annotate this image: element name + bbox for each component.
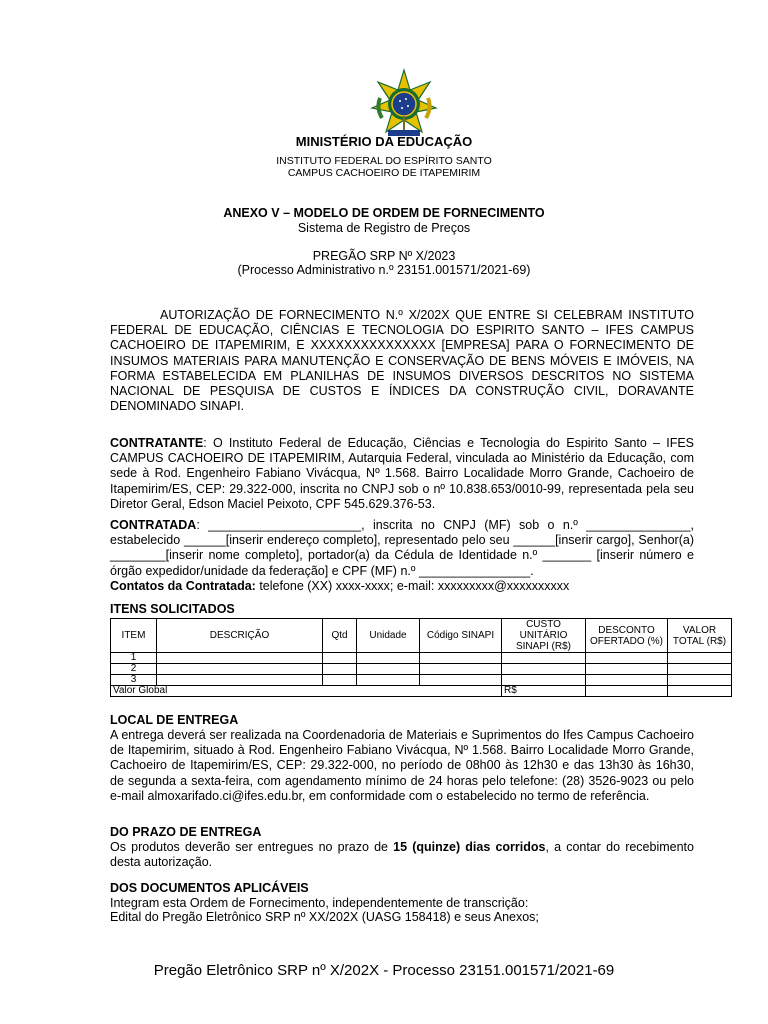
prazo-text-before: Os produtos deverão ser entregues no prazo de: [110, 840, 394, 854]
contacts-text: telefone (XX) xxxx-xxxx; e-mail: xxxxxxxxx@xxxxxxxxxx: [255, 578, 570, 593]
authorization-paragraph: AUTORIZAÇÃO DE FORNECIMENTO N.º X/202X QUE ENTRE SI CELEBRAM INSTITUTO FEDERAL DE EDUCAÇÃO, CIÊNCIAS E TECNOLOGIA DO ESPIRITO SANTO – IFES CAMPUS CACHOEIRO DE ITAPEMIRIM, E XXXXXXXXXXXXXXX [EMPRESA] PARA O FORNECIMENTO DE INSUMOS MATERIAIS PARA MANUTENÇÃO E CONSERVAÇÃO DE BENS MÓVEIS E IMÓVEIS, NA FORMA ESTABELECIDA EM PLANILHAS DE INSUMOS DIVERSOS DESCRITOS NO SISTEMA NACIONAL DE PESQUISA DE CUSTOS E ÍNDICES DA CONSTRUÇÃO CIVIL, DORAVANTE DENOMINADO SINAPI.: [110, 308, 694, 414]
prazo-paragraph: [110, 840, 694, 870]
docs-line-2: Edital do Pregão Eletrônico SRP nº XX/202X (UASG 158418) e seus Anexos;: [110, 910, 539, 924]
contratante-text: : O Instituto Federal de Educação, Ciências e Tecnologia do Espirito Santo – IFES CAMPUS CACHOEIRO DE ITAPEMIRIM, Autarquia Federal, vinculada ao Ministério da Educação, com sede à Rod. Engenheiro Fabiano Vivácqua, Nº 1.568. Bairro Localidade Morro Grande, Cachoeiro de Itapemirim/ES, CEP: 29.322-000, inscrita no CNPJ sob o nº 10.838.653/0010-99, representada pela seu Diretor Geral, Edson Maciel Peixoto, CPF 545.629.376-53.: [110, 436, 694, 511]
contratada-paragraph: [110, 518, 694, 594]
row-item-number: 2: [111, 664, 157, 675]
prazo-text-after: , a contar do recebimento desta autorização.: [110, 840, 694, 870]
local-section-title: LOCAL DE ENTREGA: [110, 713, 239, 727]
header-description: DESCRIÇÃO: [157, 619, 323, 653]
system-subtitle: Sistema de Registro de Preços: [297, 221, 471, 235]
header-total: VALOR TOTAL (R$): [668, 619, 732, 653]
contacts-label: Contatos da Contratada:: [110, 578, 256, 593]
table-row: [111, 653, 732, 664]
table-row: [111, 664, 732, 675]
header-item: ITEM: [111, 619, 157, 653]
global-value-label: Valor Global: [111, 686, 502, 697]
contratada-label: CONTRATADA: [110, 518, 197, 532]
page-footer: Pregão Eletrônico SRP nº X/202X - Processo 23151.001571/2021-69: [153, 962, 615, 979]
table-row: [111, 675, 732, 686]
header-sinapi-code: Código SINAPI: [420, 619, 502, 653]
global-value-row: [111, 686, 732, 697]
contratante-label: CONTRATANTE: [110, 436, 204, 450]
row-item-number: 1: [111, 653, 157, 664]
institute-name: INSTITUTO FEDERAL DO ESPÍRITO SANTO: [276, 155, 492, 167]
campus-name: CAMPUS CACHOEIRO DE ITAPEMIRIM: [287, 167, 481, 179]
docs-line-1: Integram esta Ordem de Fornecimento, independentemente de transcrição:: [110, 896, 529, 910]
ministry-title: MINISTÉRIO DA EDUCAÇÃO: [295, 134, 473, 149]
annex-title: ANEXO V – MODELO DE ORDEM DE FORNECIMENTO: [223, 206, 545, 220]
items-section-title: ITENS SOLICITADOS: [110, 602, 235, 616]
contratada-text: : ______________________, inscrita no CNPJ (MF) sob o n.º _______________, estabelecido ______[inserir endereço completo], representado pelo seu ______[inserir cargo], Senhor(a) ________[inserir nome completo], portador(a) da Cédula de Identidade n.º _______ [inserir número e órgão expedidor/unidade da federação] e CPF (MF) n.º ________________.: [110, 518, 694, 578]
header-unit-cost: CUSTO UNITÁRIO SINAPI (R$): [502, 619, 586, 653]
row-item-number: 3: [111, 675, 157, 686]
docs-section-title: DOS DOCUMENTOS APLICÁVEIS: [110, 881, 309, 895]
table-header-row: [111, 619, 732, 653]
items-table: [110, 618, 732, 697]
process-number: (Processo Administrativo n.º 23151.001571/2021-69): [237, 263, 531, 277]
header-discount: DESCONTO OFERTADO (%): [586, 619, 668, 653]
header-qtd: Qtd: [323, 619, 357, 653]
pregao-number: PREGÃO SRP Nº X/2023: [312, 249, 456, 263]
header-unit: Unidade: [357, 619, 420, 653]
prazo-deadline: 15 (quinze) dias corridos: [393, 840, 546, 854]
local-paragraph: A entrega deverá ser realizada na Coordenadoria de Materiais e Suprimentos do Ifes Campus Cachoeiro de Itapemirim, situado à Rod. Engenheiro Fabiano Vivácqua, Nº 1.568. Bairro Localidade Morro Grande, Cachoeiro de Itapemirim/ES, CEP: 29.322-000, no período de 08h00 às 12h30 e das 13h30 às 16h30, de segunda a sexta-feira, com agendamento mínimo de 24 horas pelo telefone: (28) 3526-9023 ou pelo e-mail almoxarifado.ci@ifes.edu.br, em conformidade com o estabelecido no termo de referência.: [110, 728, 694, 803]
prazo-section-title: DO PRAZO DE ENTREGA: [110, 825, 262, 839]
brazil-coat-of-arms-icon: [368, 68, 440, 140]
global-value-currency: R$: [502, 686, 586, 697]
contratante-paragraph: [110, 436, 694, 512]
